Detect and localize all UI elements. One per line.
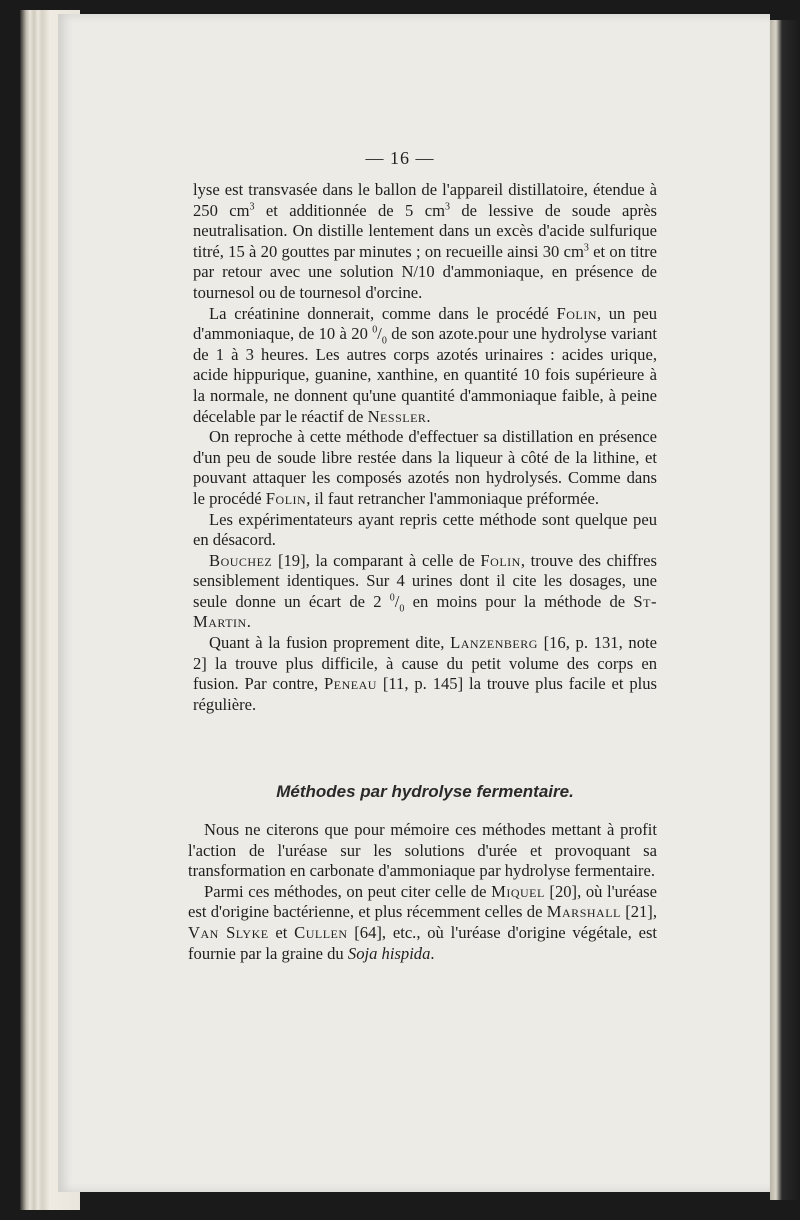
section-heading: Méthodes par hydrolyse fermentaire. <box>276 782 574 801</box>
paragraph-4: Les expérimentateurs ayant repris cette méthode sont quelque peu en désacord. <box>193 509 657 550</box>
paragraph-3: On reproche à cette méthode d'effectuer sa distillation en présence d'un peu de soude libre restée dans la liqueur à côté de la lithine, et pouvant attaquer les composés azotés non hydrolysés. Comme dans le procédé Folin, il faut retrancher l'ammoniaque préformée. <box>193 427 657 508</box>
body-text-bottom <box>188 820 657 964</box>
body-text-top <box>193 180 657 715</box>
paragraph-1: lyse est transvasée dans le ballon de l'appareil distillatoire, étendue à 250 $cm^3$ et additionnée de 5 $cm^3$ de lessive de soude après neutralisation. On distille lentement dans un excès d'acide sulfurique titré, 15 à 20 gouttes par minutes ; on recueille ainsi 30 $cm^3$ et on titre par retour avec une solution N/10 d'ammoniaque, en présence de tournesol ou de tournesol d'orcine. <box>193 180 658 302</box>
page-number: — 16 — <box>365 148 435 168</box>
paragraph-2: La créatinine donnerait, comme dans le procédé Folin, un peu d'ammoniaque, de 10 à 20 $^0/_0$ de son azote.pour une hydrolyse variant de 1 à 3 heures. Les autres corps azotés urinaires : acides urique, acide hippurique, guanine, xanthine, en quantité 10 fois supérieure à la normale, ne donnent qu'une quantité d'ammoniaque faible, à peine décelable par le réactif de Nessler. <box>193 303 658 426</box>
page-edge <box>770 20 800 1200</box>
paragraph-5: Bouchez [19], la comparant à celle de Folin, trouve des chiffres sensiblement identiques. Sur 4 urines dont il cite les dosages, une seule donne un écart de 2 $^0/_0$ en moins pour la méthode de St-Martin. <box>193 550 658 632</box>
paragraph-6: Quant à la fusion proprement dite, Lanzenberg [16, p. 131, note 2] la trouve plus difficile, à cause du petit volume des corps en fusion. Par contre, Peneau [11, p. 145] la trouve plus facile et plus régulière. <box>193 633 657 714</box>
paragraph-7: Nous ne citerons que pour mémoire ces méthodes mettant à profit l'action de l'uréase sur les solutions d'urée et provoquant sa transformation en carbonate d'ammoniaque par hydrolyse fermentaire. <box>188 820 657 881</box>
paragraph-8: Parmi ces méthodes, on peut citer celle de Miquel [20], où l'uréase est d'origine bactérienne, et plus récemment celles de Marshall [21], Van Slyke et Cullen [64], etc., où l'uréase d'origine végétale, est fournie par la graine du Soja hispida. <box>188 881 658 963</box>
